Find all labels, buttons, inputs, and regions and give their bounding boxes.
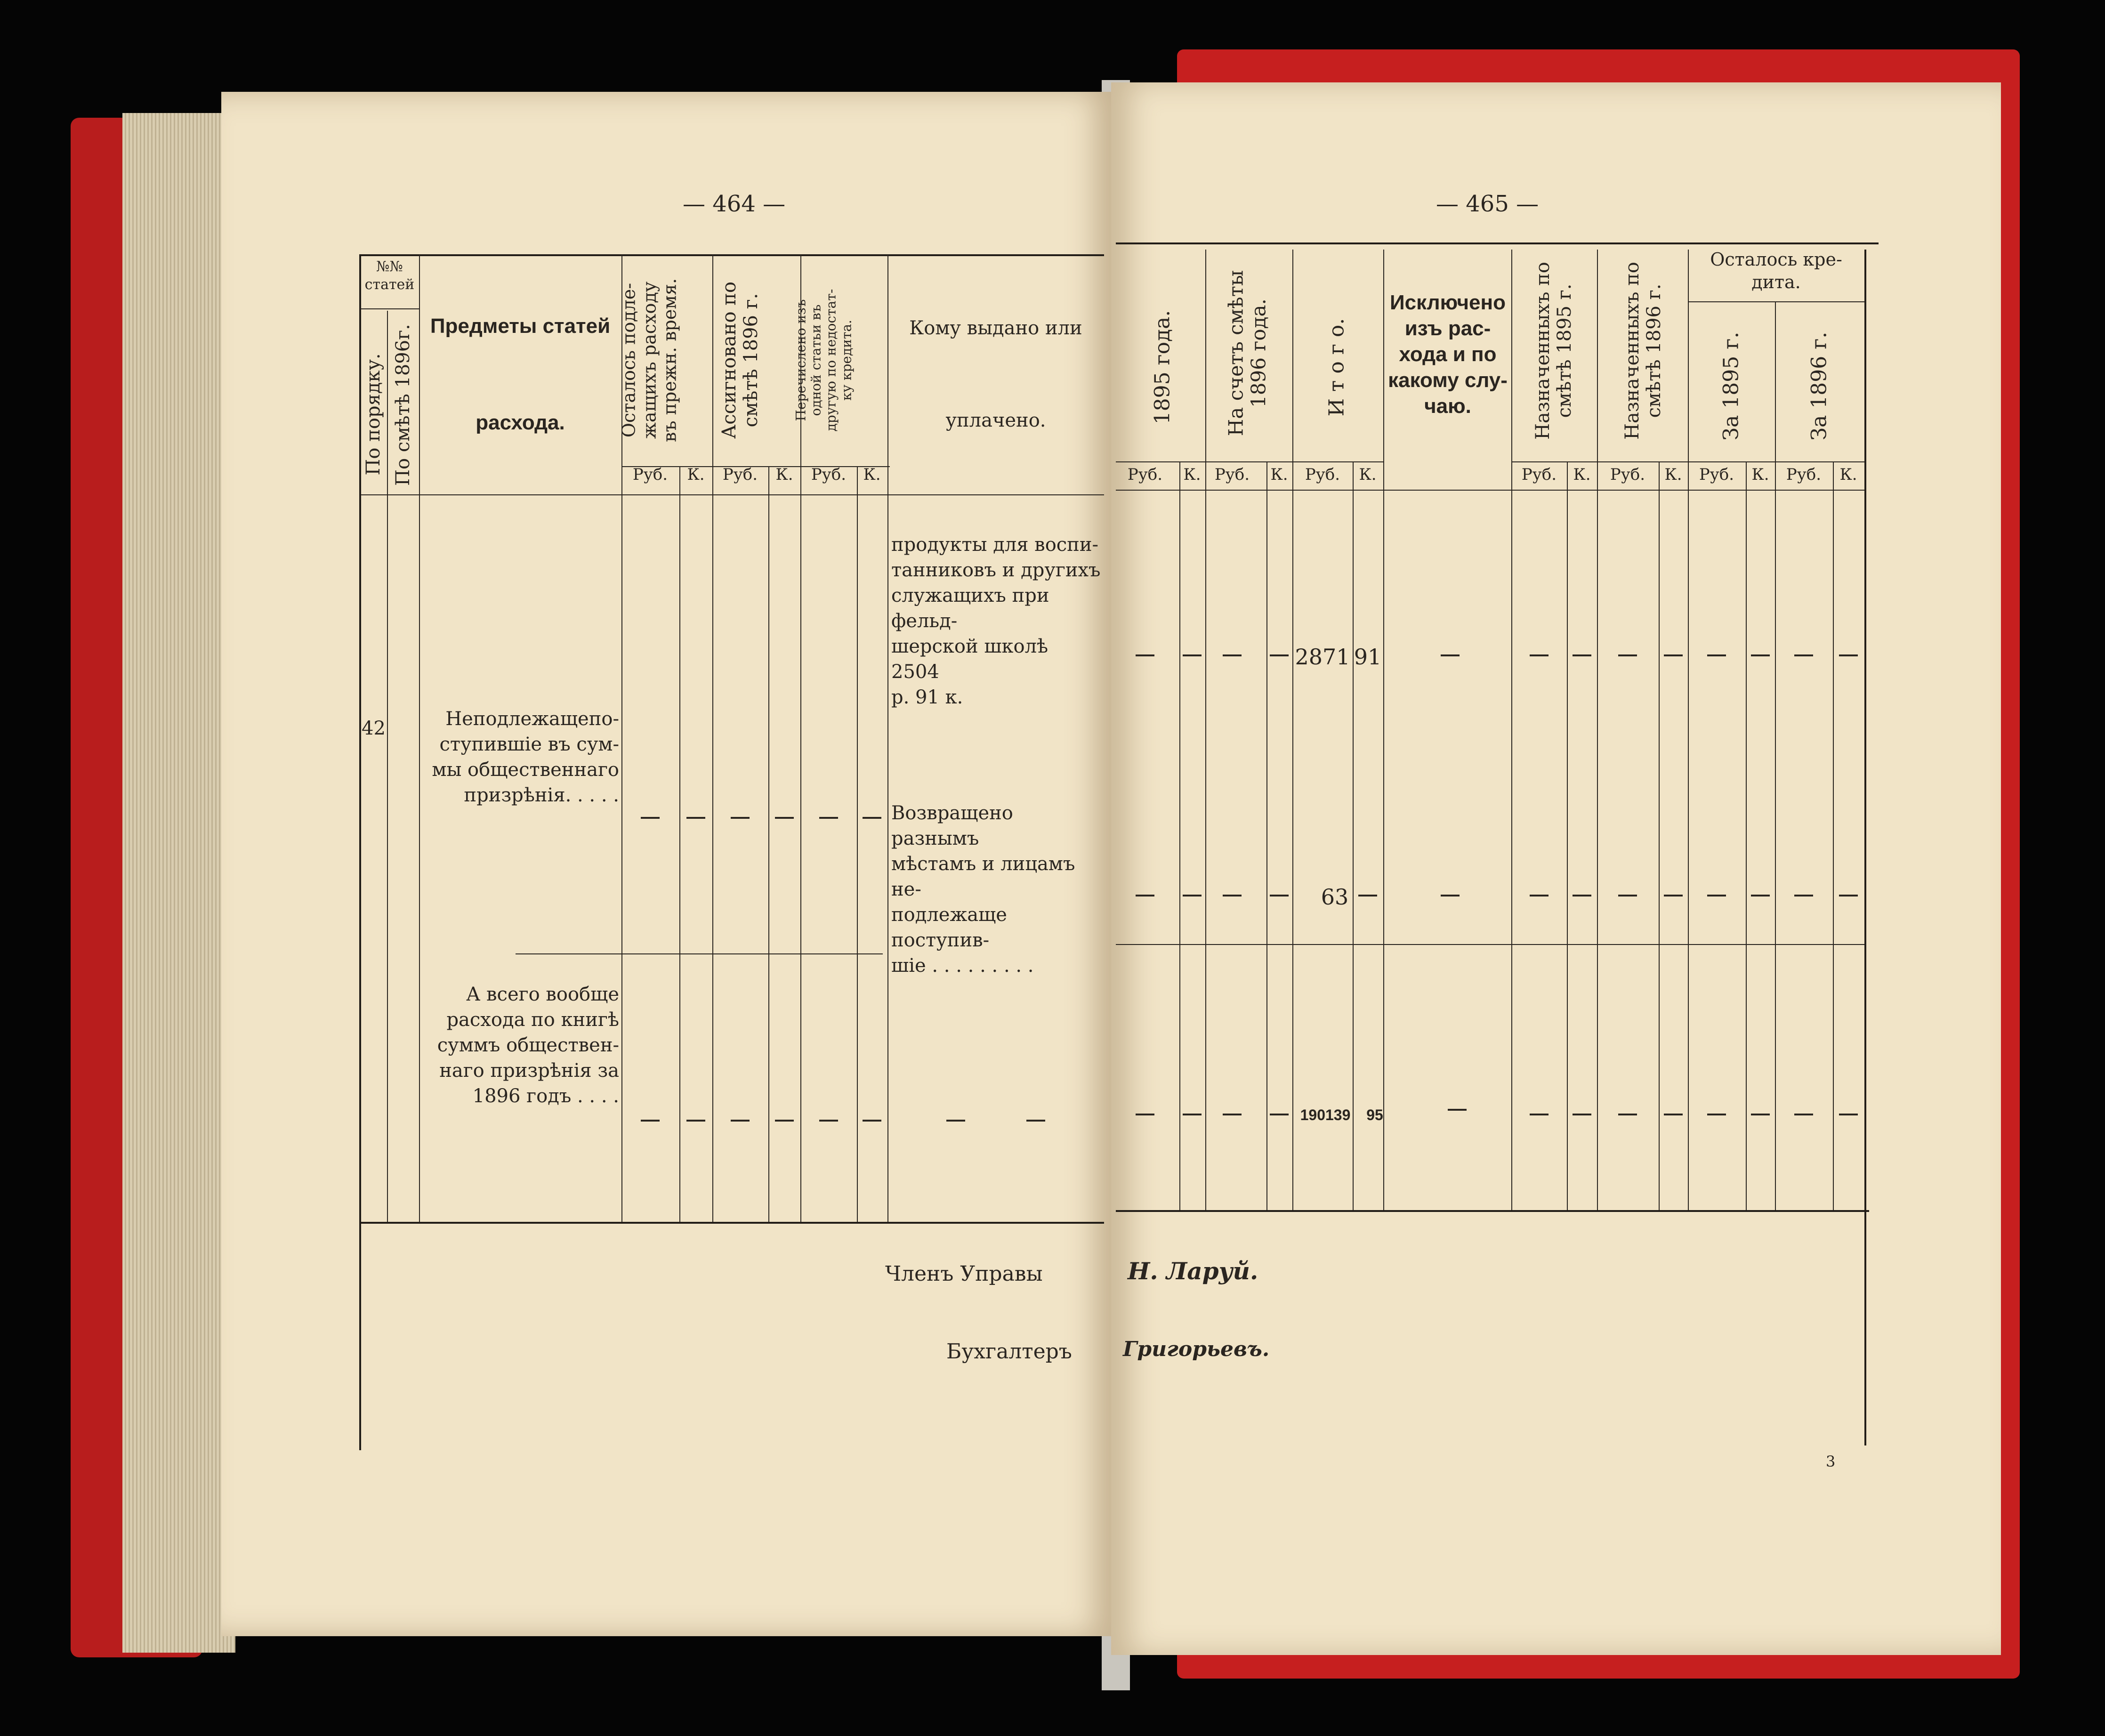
dash (1794, 895, 1813, 896)
dash (1183, 1114, 1202, 1115)
dash (1618, 654, 1637, 656)
header-po-smete: По смѣтѣ 1896г. (392, 324, 414, 486)
unit-label: К. (1664, 465, 1682, 484)
dash (775, 1120, 794, 1122)
header-za-1896: За 1896 г. (1807, 331, 1831, 441)
header-isklyucheno: Исключено изъ рас- хода и по какому слу- чаю. (1388, 291, 1508, 418)
dash (863, 1120, 881, 1122)
ostalos-rule (1688, 301, 1864, 302)
dash (1530, 654, 1549, 656)
dash (1751, 654, 1770, 656)
right-section-rule (1116, 944, 1864, 945)
header-na-schet: На счетъ смѣты 1896 года. (1224, 270, 1270, 436)
dash (1573, 1114, 1591, 1115)
row1-itogo-kop: 91 (1354, 644, 1382, 670)
dash (731, 817, 750, 819)
header-assignovano: Ассигновано по смѣтѣ 1896 г. (718, 281, 762, 439)
unit-label: К. (1359, 465, 1377, 484)
header-za-1895: За 1895 г. (1719, 331, 1743, 441)
total-itogo-rub: 190139 (1300, 1106, 1351, 1123)
header-raskhoda: расхода. (476, 411, 565, 434)
signature-buhgalter: Григорьевъ. (1123, 1337, 1270, 1361)
unit-label: К. (863, 465, 881, 484)
dash (1707, 654, 1726, 656)
dash (1223, 895, 1242, 896)
dash (1618, 1114, 1637, 1115)
total-itogo-kop: 95 (1366, 1106, 1383, 1123)
row1-itogo-rub: 2871 (1295, 644, 1350, 670)
page-number-left: — 464 — (683, 191, 786, 217)
header-1895-goda: 1895 года. (1150, 310, 1175, 425)
dash (1751, 895, 1770, 896)
right-table-top-rule (1116, 242, 1879, 244)
header-ostalos-kredita: Осталось кре- дита. (1710, 249, 1842, 292)
dash (1448, 1109, 1467, 1111)
col-rule (1179, 461, 1180, 1210)
item-text: Неподлежащепо- ступившіе въ сум- мы общественнаго призрѣнія. . . . . (432, 708, 619, 806)
dash (1136, 895, 1154, 896)
dash (775, 817, 794, 819)
unit-label: К. (1270, 465, 1288, 484)
col-rule (419, 254, 420, 1222)
dash (1270, 654, 1289, 656)
unit-label: К. (1573, 465, 1591, 484)
unit-label: К. (1183, 465, 1201, 484)
dash (1839, 895, 1858, 896)
label-chlen-upravy: Членъ Управы (885, 1262, 1043, 1286)
dash (1530, 895, 1549, 896)
dash (1358, 895, 1377, 896)
dash (686, 1120, 705, 1122)
dash (686, 817, 705, 819)
col-rule (1205, 250, 1206, 1210)
dash (641, 1120, 660, 1122)
col-rule (712, 254, 713, 1222)
signature-chlen: Н. Ларуй. (1128, 1257, 1258, 1285)
header-uplacheno: уплачено. (945, 410, 1046, 431)
dash (1441, 654, 1460, 656)
unit-label: Руб. (1786, 465, 1822, 484)
row-number: 42 (362, 718, 386, 739)
row2-itogo-rub: 63 (1321, 884, 1349, 910)
col-rule (1266, 461, 1267, 1210)
unit-label: Руб. (1521, 465, 1557, 484)
dash (641, 817, 660, 819)
col-rule (387, 311, 388, 1222)
dash (819, 817, 838, 819)
dash (1839, 654, 1858, 656)
dash (1183, 654, 1202, 656)
dash (731, 1120, 750, 1122)
total-text: А всего вообще расхода по книгѣ суммъ обществен- наго призрѣнія за 1896 годъ . . . . (437, 984, 619, 1107)
unit-label: Руб. (1610, 465, 1645, 484)
unit-label: К. (687, 465, 705, 484)
col-rule (1746, 461, 1747, 1210)
dash (1573, 895, 1591, 896)
col-rule (857, 466, 858, 1222)
description-returned: Возвращено разнымъ мѣстамъ и лицамъ не- подлежаще поступив- шіе . . . . . . . . . (891, 802, 1075, 977)
dash (1270, 895, 1289, 896)
dash (1223, 654, 1242, 656)
right-table-bottom-rule (1116, 1210, 1869, 1212)
unit-label: К. (775, 465, 793, 484)
dash (1707, 895, 1726, 896)
left-header-bottom-rule (360, 494, 1104, 495)
dash (819, 1120, 838, 1122)
col-rule (887, 254, 888, 1222)
dash (1573, 654, 1591, 656)
col-rule (1567, 461, 1568, 1210)
right-header-bottom-rule (1116, 490, 1864, 491)
dash (863, 817, 881, 819)
description-products: продукты для воспи- танниковъ и другихъ служащихъ при фельд- шерской школѣ 2504 р. 91 к. (891, 534, 1101, 708)
nn-rule (360, 308, 419, 309)
dash (1618, 895, 1637, 896)
unit-label: К. (1751, 465, 1769, 484)
col-rule (1353, 461, 1354, 1210)
dash (1223, 1114, 1242, 1115)
col-rule (1688, 250, 1689, 1210)
dash (1794, 654, 1813, 656)
dash (1530, 1114, 1549, 1115)
page-edges (122, 113, 235, 1653)
header-ostalos: Осталось подле- жащихъ расходу въ прежн. время. (618, 278, 680, 443)
unit-label: К. (1839, 465, 1857, 484)
unit-label: Руб. (1699, 465, 1734, 484)
dash (1136, 1114, 1154, 1115)
col-rule (1597, 250, 1598, 1210)
dash (1794, 1114, 1813, 1115)
dash (1441, 895, 1460, 896)
unit-label: Руб. (1127, 465, 1163, 484)
header-komu: Кому выдано или (909, 317, 1082, 339)
col-rule (1775, 301, 1776, 1210)
col-rule (1659, 461, 1660, 1210)
dash (1270, 1114, 1289, 1115)
col-rule (679, 466, 680, 1222)
dash (1664, 895, 1683, 896)
page-number-right: — 465 — (1436, 191, 1539, 217)
dash (1707, 1114, 1726, 1115)
dash (1839, 1114, 1858, 1115)
header-predmety: Предметы статей (430, 315, 611, 338)
unit-label: Руб. (1214, 465, 1250, 484)
dash (1751, 1114, 1770, 1115)
left-table-top-rule (360, 254, 1104, 256)
header-perechisleno: Перечислено изъ одной статьи въ другую по недостат- ку кредита. (793, 289, 855, 432)
left-section-rule (516, 953, 883, 954)
dash (1664, 654, 1683, 656)
col-rule (768, 466, 769, 1222)
unit-label: Руб. (722, 465, 758, 484)
header-nn-statey: №№ статей (364, 258, 415, 293)
dash (1664, 1114, 1683, 1115)
left-border (359, 254, 361, 1450)
footer-mark: 3 (1826, 1453, 1836, 1470)
dash (1183, 895, 1202, 896)
header-naznach-1896: Назначенныхъ по смѣтѣ 1896 г. (1621, 262, 1665, 440)
left-table-bottom-rule (360, 1222, 1104, 1224)
col-rule (1511, 250, 1512, 1210)
label-buhgalter: Бухгалтеръ (946, 1340, 1072, 1364)
unit-label: Руб. (811, 465, 847, 484)
right-border (1864, 250, 1866, 1445)
right-units-rule (1116, 461, 1384, 462)
col-rule (1833, 461, 1834, 1210)
header-po-poryadku: По порядку. (363, 353, 384, 476)
col-rule (1292, 250, 1293, 1210)
unit-label: Руб. (632, 465, 668, 484)
dash (1026, 1120, 1045, 1122)
dash (1136, 654, 1154, 656)
header-itogo: И т о г о. (1324, 318, 1349, 417)
header-naznach-1895: Назначенныхъ по смѣтѣ 1895 г. (1532, 262, 1575, 440)
unit-label: Руб. (1305, 465, 1340, 484)
dash (946, 1120, 965, 1122)
